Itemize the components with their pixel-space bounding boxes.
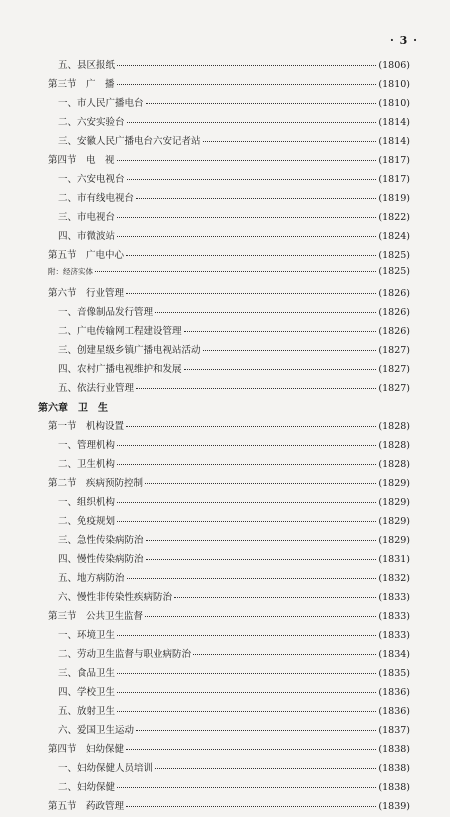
toc-section-entry — [38, 247, 410, 266]
toc-entry-title: 二、劳动卫生监督与职业病防治 — [58, 649, 192, 660]
toc-entry-page: (1828) — [378, 459, 410, 470]
toc-entry-title: 一、环境卫生 — [58, 630, 116, 641]
dot-leader — [126, 426, 376, 427]
toc-entry-page: (1819) — [378, 193, 410, 204]
toc-entry-title: 二、市有线电视台 — [58, 193, 135, 204]
toc-entry-page: (1825) — [378, 266, 410, 277]
toc-entry-title: 一、组织机构 — [58, 497, 116, 508]
toc-entry-title: 四、慢性传染病防治 — [58, 554, 144, 565]
dot-leader — [117, 673, 376, 674]
toc-entry-page: (1831) — [378, 554, 410, 565]
toc-subsection-entry — [38, 304, 410, 323]
toc-section-entry — [38, 152, 410, 171]
toc-section-entry — [38, 475, 410, 494]
dot-leader — [126, 749, 376, 750]
toc-entry-title: 三、急性传染病防治 — [58, 535, 144, 546]
toc-entry-page: (1834) — [378, 649, 410, 660]
toc-entry-title: 一、市人民广播电台 — [58, 98, 144, 109]
toc-section-entry — [38, 266, 410, 285]
toc-entry-title: 第五节 广电中心 — [48, 250, 125, 261]
toc-entry-page: (1835) — [378, 668, 410, 679]
toc-entry-page: (1838) — [378, 744, 410, 755]
toc-entry-page: (1827) — [378, 345, 410, 356]
toc-entry-title: 四、农村广播电视维护和发展 — [58, 364, 182, 375]
toc-entry-page: (1828) — [378, 421, 410, 432]
dot-leader — [174, 597, 376, 598]
toc-subsection-entry — [38, 570, 410, 589]
toc-entry-page: (1810) — [378, 79, 410, 90]
toc-entry-title: 第五节 药政管理 — [48, 801, 125, 812]
dot-leader — [184, 331, 377, 332]
toc-entry-page: (1829) — [378, 535, 410, 546]
toc-entry-title: 三、食品卫生 — [58, 668, 116, 679]
dot-leader — [117, 84, 377, 85]
toc-entry-title: 第三节 公共卫生监督 — [48, 611, 144, 622]
toc-subsection-entry — [38, 361, 410, 380]
toc-entry-page: (1829) — [378, 516, 410, 527]
toc-subsection-entry — [38, 456, 410, 475]
toc-entry-page: (1838) — [378, 782, 410, 793]
toc-entry-page: (1826) — [378, 326, 410, 337]
toc-entry-title: 第一节 机构设置 — [48, 421, 125, 432]
toc-entry-page: (1837) — [378, 725, 410, 736]
toc-subsection-entry — [38, 703, 410, 722]
dot-leader — [193, 654, 376, 655]
toc-entry-title: 五、放射卫生 — [58, 706, 116, 717]
dot-leader — [203, 350, 377, 351]
toc-entry-title: 一、管理机构 — [58, 440, 116, 451]
toc-entry-page: (1832) — [378, 573, 410, 584]
toc-entry-page: (1817) — [378, 155, 410, 166]
dot-leader — [155, 312, 376, 313]
toc-subsection-entry — [38, 114, 410, 133]
toc-subsection-entry — [38, 665, 410, 684]
toc-entry-title: 一、六安电视台 — [58, 174, 125, 185]
toc-entry-title: 一、音像制品发行管理 — [58, 307, 154, 318]
toc-entry-page: (1833) — [378, 630, 410, 641]
toc-section-entry — [38, 608, 410, 627]
dot-leader — [117, 464, 376, 465]
toc-entry-page: (1814) — [378, 136, 410, 147]
toc-entry-title: 二、广电传输网工程建设管理 — [58, 326, 182, 337]
toc-subsection-entry — [38, 342, 410, 361]
toc-entry-title: 五、地方病防治 — [58, 573, 125, 584]
dot-leader — [117, 65, 376, 66]
toc-entry-title: 三、市电视台 — [58, 212, 116, 223]
toc-subsection-entry — [38, 209, 410, 228]
toc-entry-title: 第六节 行业管理 — [48, 288, 125, 299]
toc-subsection-entry — [38, 494, 410, 513]
toc-section-entry — [38, 741, 410, 760]
toc-entry-page: (1827) — [378, 364, 410, 375]
toc-section-entry — [38, 798, 410, 817]
toc-entry-title: 第四节 妇幼保健 — [48, 744, 125, 755]
toc-entry-page: (1826) — [378, 307, 410, 318]
toc-entry-page: (1833) — [378, 611, 410, 622]
toc-section-entry — [38, 285, 410, 304]
toc-entry-title: 三、创建星级乡镇广播电视站活动 — [58, 345, 201, 356]
table-of-contents — [38, 57, 410, 817]
dot-leader — [117, 445, 376, 446]
dot-leader — [117, 217, 376, 218]
toc-entry-page: (1822) — [378, 212, 410, 223]
toc-subsection-entry — [38, 551, 410, 570]
dot-leader — [117, 521, 376, 522]
toc-entry-title: 二、卫生机构 — [58, 459, 116, 470]
toc-subsection-entry — [38, 171, 410, 190]
toc-entry-title: 三、安徽人民广播电台六安记者站 — [58, 136, 201, 147]
page-number: · 3 · — [390, 34, 418, 47]
dot-leader — [126, 806, 376, 807]
toc-subsection-entry — [38, 228, 410, 247]
toc-subsection-entry — [38, 380, 410, 399]
toc-section-entry — [38, 418, 410, 437]
toc-entry-title: 第二节 疾病预防控制 — [48, 478, 144, 489]
toc-subsection-entry — [38, 760, 410, 779]
dot-leader — [117, 160, 377, 161]
dot-leader — [184, 369, 377, 370]
dot-leader — [126, 255, 376, 256]
toc-chapter-heading — [38, 399, 410, 418]
dot-leader — [126, 293, 376, 294]
dot-leader — [155, 768, 376, 769]
toc-subsection-entry — [38, 627, 410, 646]
toc-entry-page: (1828) — [378, 440, 410, 451]
toc-entry-page: (1817) — [378, 174, 410, 185]
toc-entry-title: 二、六安实验台 — [58, 117, 125, 128]
toc-subsection-entry — [38, 95, 410, 114]
dot-leader — [145, 616, 376, 617]
toc-entry-title: 五、县区报纸 — [58, 60, 116, 71]
toc-entry-page: (1814) — [378, 117, 410, 128]
toc-entry-title: 第四节 电 视 — [48, 155, 115, 166]
toc-entry-title: 附：经济实体 — [48, 267, 93, 276]
toc-section-entry — [38, 76, 410, 95]
dot-leader — [117, 635, 376, 636]
toc-entry-page: (1827) — [378, 383, 410, 394]
toc-subsection-entry — [38, 133, 410, 152]
toc-entry-page: (1839) — [378, 801, 410, 812]
dot-leader — [136, 730, 376, 731]
toc-entry-page: (1825) — [378, 250, 410, 261]
dot-leader — [95, 271, 376, 272]
toc-entry-title: 五、依法行业管理 — [58, 383, 135, 394]
dot-leader — [146, 540, 377, 541]
dot-leader — [117, 236, 376, 237]
toc-subsection-entry — [38, 722, 410, 741]
dot-leader — [146, 559, 377, 560]
toc-entry-page: (1829) — [378, 497, 410, 508]
dot-leader — [145, 483, 376, 484]
toc-subsection-entry — [38, 779, 410, 798]
toc-entry-page: (1826) — [378, 288, 410, 299]
dot-leader — [117, 502, 376, 503]
toc-entry-page: (1838) — [378, 763, 410, 774]
toc-entry-title: 六、慢性非传染性疾病防治 — [58, 592, 173, 603]
toc-subsection-entry — [38, 190, 410, 209]
dot-leader — [203, 141, 377, 142]
toc-subsection-entry — [38, 589, 410, 608]
dot-leader — [117, 787, 376, 788]
toc-subsection-entry — [38, 57, 410, 76]
toc-entry-title: 一、妇幼保健人员培训 — [58, 763, 154, 774]
dot-leader — [136, 388, 376, 389]
toc-entry-page: (1836) — [378, 706, 410, 717]
toc-subsection-entry — [38, 437, 410, 456]
dot-leader — [127, 179, 377, 180]
toc-entry-page: (1829) — [378, 478, 410, 489]
toc-entry-page: (1833) — [378, 592, 410, 603]
dot-leader — [117, 711, 376, 712]
toc-entry-page: (1824) — [378, 231, 410, 242]
toc-subsection-entry — [38, 646, 410, 665]
dot-leader — [127, 578, 377, 579]
toc-subsection-entry — [38, 513, 410, 532]
toc-entry-page: (1806) — [378, 60, 410, 71]
dot-leader — [117, 692, 376, 693]
dot-leader — [127, 122, 377, 123]
dot-leader — [146, 103, 377, 104]
toc-entry-page: (1836) — [378, 687, 410, 698]
dot-leader — [136, 198, 376, 199]
toc-subsection-entry — [38, 684, 410, 703]
toc-subsection-entry — [38, 323, 410, 342]
toc-subsection-entry — [38, 532, 410, 551]
toc-entry-page: (1810) — [378, 98, 410, 109]
toc-entry-title: 四、学校卫生 — [58, 687, 116, 698]
toc-entry-title: 二、妇幼保健 — [58, 782, 116, 793]
toc-entry-title: 二、免疫规划 — [58, 516, 116, 527]
toc-entry-title: 第六章 卫 生 — [38, 403, 108, 414]
toc-entry-title: 六、爱国卫生运动 — [58, 725, 135, 736]
toc-entry-title: 第三节 广 播 — [48, 79, 115, 90]
toc-entry-title: 四、市微波站 — [58, 231, 116, 242]
